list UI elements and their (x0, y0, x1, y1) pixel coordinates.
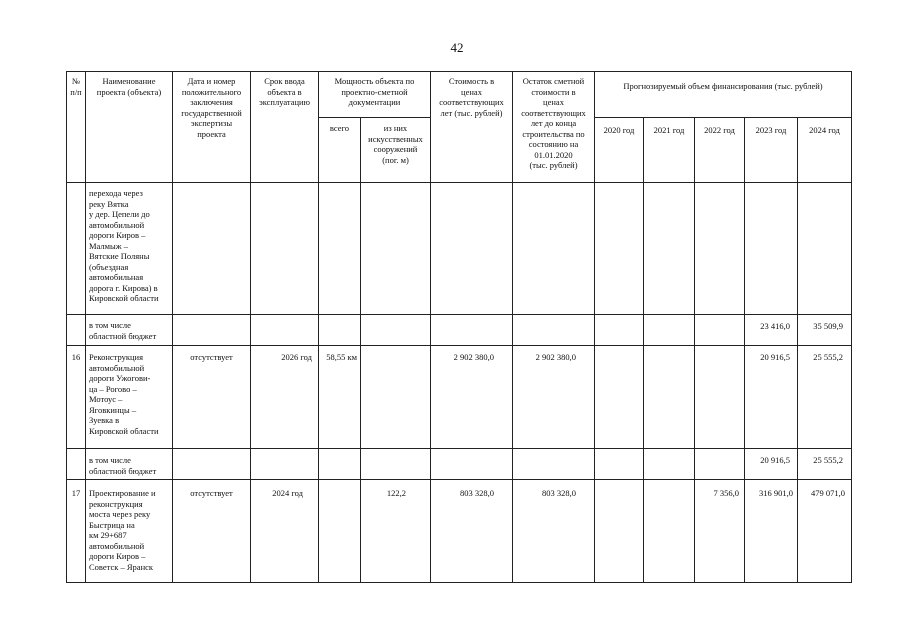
table-rule (797, 117, 798, 583)
table-rule (172, 71, 173, 583)
table-rule (851, 71, 852, 583)
row-2-cost: 2 902 380,0 (453, 352, 494, 362)
table-rule (250, 71, 251, 583)
table-rule (66, 314, 852, 315)
row-4-num: 17 (71, 488, 81, 498)
row-4-y2024: 479 071,0 (811, 488, 845, 498)
table-rule (594, 71, 595, 583)
table-rule (643, 117, 644, 583)
table-rule (66, 345, 852, 346)
table-rule (66, 479, 852, 480)
header-year-2023: 2023 год (755, 125, 787, 135)
row-2-y2024: 25 555,2 (813, 352, 843, 362)
row-2-term: 2026 год (281, 352, 312, 362)
table-rule (66, 182, 852, 183)
table-rule (66, 71, 852, 72)
header-name: Наименование проекта (объекта) (96, 76, 162, 97)
header-num: № п/п (70, 76, 82, 97)
row-3-y2024: 25 555,2 (813, 455, 843, 465)
row-1-y2024: 35 509,9 (813, 321, 843, 331)
row-3-name: в том числе областной бюджет (89, 455, 157, 476)
row-4-name: Проектирование и реконструкция моста через реку Быстрица на км 29+687 автомобильной дороги Киров – Советск – Яранск (89, 488, 156, 572)
header-year-2020: 2020 год (603, 125, 635, 135)
header-year-2021: 2021 год (653, 125, 685, 135)
header-capacity: Мощность объекта по проектно-сметной документации (334, 76, 415, 107)
header-remainder: Остаток сметной стоимости в ценах соответствующих лет до конца строительства по состоянию на 01.01.2020 (тыс. рублей) (521, 76, 586, 170)
row-4-expertise: отсутствует (190, 488, 233, 498)
table-rule (744, 117, 745, 583)
row-1-y2023: 23 416,0 (760, 321, 790, 331)
header-capacity-art: из них искусственных сооружений (пог. м) (368, 123, 423, 165)
header-capacity-total: всего (329, 123, 350, 133)
table-rule (430, 71, 431, 583)
header-term: Срок ввода объекта в эксплуатацию (259, 76, 310, 107)
row-3-y2023: 20 916,5 (760, 455, 790, 465)
table-rule (66, 71, 67, 583)
row-4-capacity-art: 122,2 (386, 488, 406, 498)
row-2-name: Реконструкция автомобильной дороги Ужогови- ца – Рогово – Мотоус – Яговкинцы – Зуевка в Кировской области (89, 352, 159, 436)
row-2-capacity-total: 58,55 км (326, 352, 357, 362)
table-rule (85, 71, 86, 583)
table-rule (318, 71, 319, 583)
row-4-y2023: 316 901,0 (759, 488, 793, 498)
row-2-num: 16 (71, 352, 81, 362)
row-4-term: 2024 год (272, 488, 303, 498)
header-forecast: Прогнозируемый объем финансирования (тыс. рублей) (623, 81, 823, 91)
header-cost: Стоимость в ценах соответствующих лет (тыс. рублей) (439, 76, 504, 118)
table-rule (594, 117, 852, 118)
page-number: 42 (450, 40, 464, 55)
header-expertise: Дата и номер положительного заключения государственной экспертизы проекта (181, 76, 242, 139)
row-1-name: в том числе областной бюджет (89, 320, 157, 341)
table-rule (318, 117, 430, 118)
row-2-expertise: отсутствует (190, 352, 233, 362)
table-rule (66, 582, 852, 583)
table-rule (66, 448, 852, 449)
row-4-cost: 803 328,0 (460, 488, 494, 498)
header-year-2022: 2022 год (704, 125, 735, 135)
header-year-2024: 2024 год (809, 125, 840, 135)
row-4-y2022: 7 356,0 (713, 488, 739, 498)
row-0-name: перехода через реку Вятка у дер. Цепели до автомобильной дороги Киров – Малмыж – Вятские Поляны (объездная автомобильная дорога г. Кирова) в Кировской области (89, 188, 159, 303)
row-4-remainder: 803 328,0 (542, 488, 576, 498)
row-2-y2023: 20 916,5 (760, 352, 790, 362)
row-2-remainder: 2 902 380,0 (535, 352, 576, 362)
table-rule (360, 117, 361, 583)
table-rule (694, 117, 695, 583)
